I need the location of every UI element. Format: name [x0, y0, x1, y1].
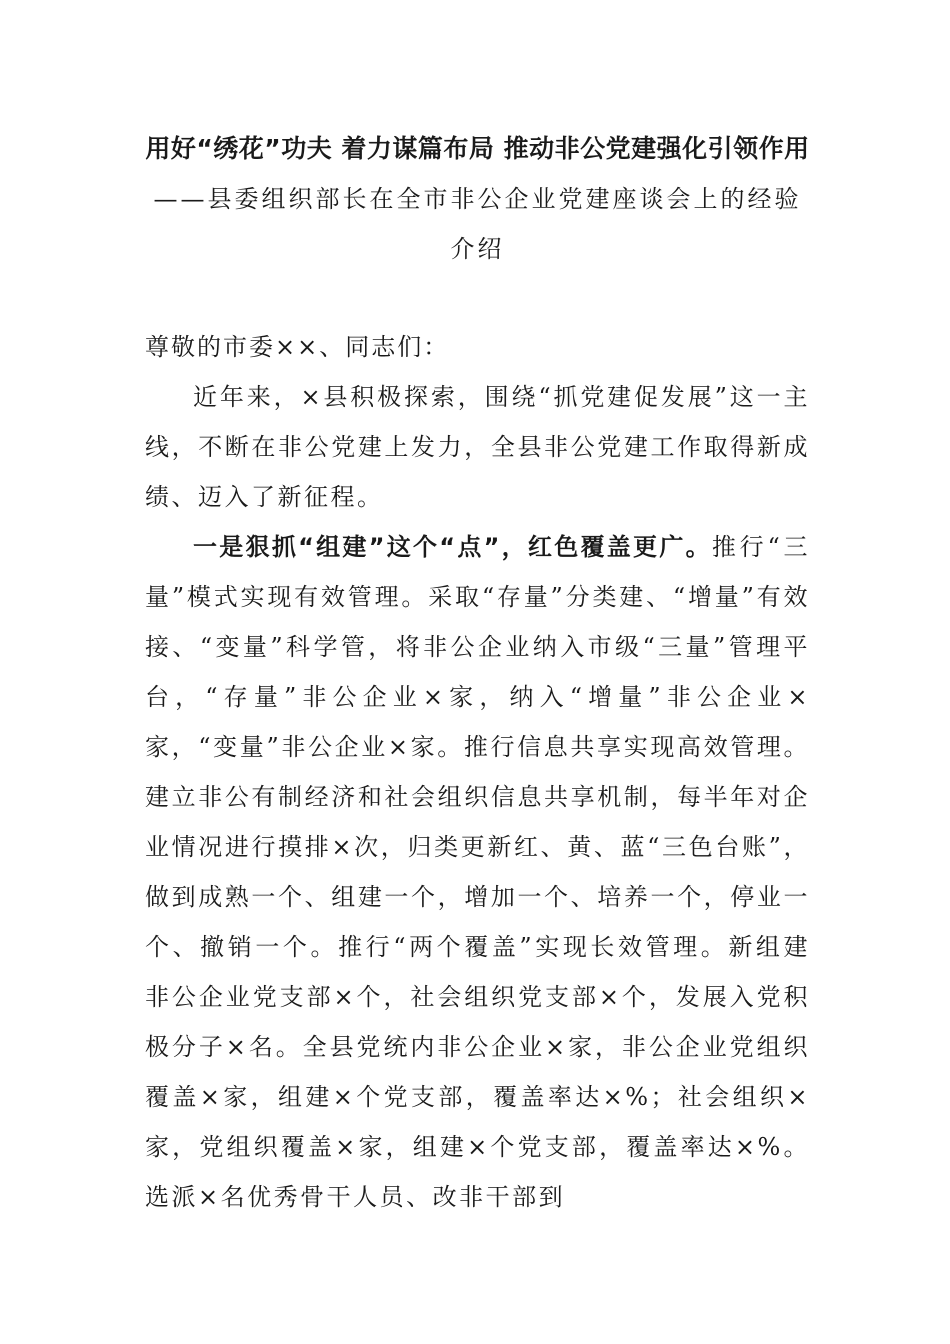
document-title: 用好“绣花”功夫 着力谋篇布局 推动非公党建强化引领作用 — [145, 134, 810, 163]
document-subtitle: ——县委组织部长在全市非公企业党建座谈会上的经验介绍 — [153, 185, 802, 263]
paragraph-intro — [145, 372, 810, 522]
section-one-heading: 一是狠抓“组建”这个“点”，红色覆盖更广。 — [193, 533, 712, 561]
document-page — [145, 124, 810, 1222]
paragraph-intro-text: 近年来，×县积极探索，围绕“抓党建促发展”这一主线，不断在非公党建上发力，全县非公党建工作取得新成绩、迈入了新征程。 — [145, 383, 810, 511]
salutation: 尊敬的市委××、同志们： — [145, 333, 450, 361]
paragraph-section-one — [145, 522, 810, 1222]
section-one-text: 推行“三量”模式实现有效管理。采取“存量”分类建、“增量”有效接、“变量”科学管，将非公企业纳入市级“三量”管理平台，“存量”非公企业×家，纳入“增量”非公企业×家，“变量”非公企业×家。推行信息共享实现高效管理。建立非公有制经济和社会组织信息共享机制，每半年对企业情况进行摸排×次，归类更新红、黄、蓝“三色台账”，做到成熟一个、组建一个，增加一个、培养一个，停业一个、撤销一个。推行“两个覆盖”实现长效管理。新组建非公企业党支部×个，社会组织党支部×个，发展入党积极分子×名。全县党统内非公企业×家，非公企业党组织覆盖×家，组建×个党支部，覆盖率达×%；社会组织×家，党组织覆盖×家，组建×个党支部，覆盖率达×%。选派×名优秀骨干人员、改非干部到 — [145, 533, 810, 1211]
